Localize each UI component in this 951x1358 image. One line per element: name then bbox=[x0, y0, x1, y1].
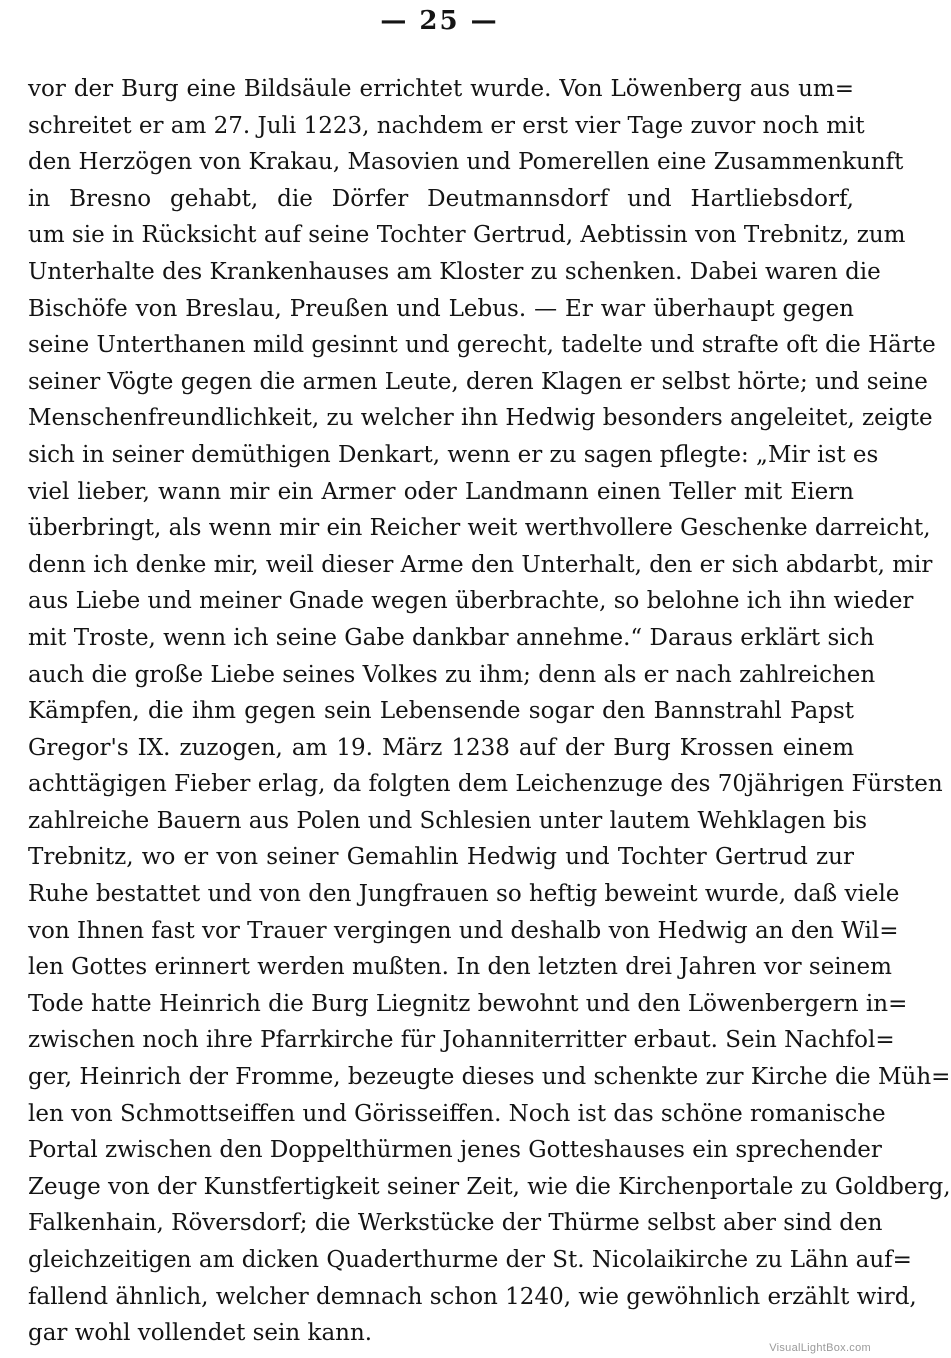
text-line: achttägigen Fieber erlag, da folgten dem Leichenzuge des 70jährigen Fürsten bbox=[28, 771, 943, 798]
text-line: den Herzögen von Krakau, Masovien und Pomerellen eine Zusammenkunft bbox=[28, 149, 904, 176]
text-line: Portal zwischen den Doppelthürmen jenes Gotteshauses ein sprechender bbox=[28, 1137, 882, 1164]
text-line: Zeuge von der Kunstfertigkeit seiner Zeit, wie die Kirchenportale zu Goldberg, bbox=[28, 1173, 951, 1200]
text-line: fallend ähnlich, welcher demnach schon 1240, wie gewöhnlich erzählt wird, bbox=[28, 1283, 917, 1310]
text-line: seine Unterthanen mild gesinnt und gerecht, tadelte und strafte oft die Härte bbox=[28, 332, 936, 359]
text-line: in Bresno gehabt, die Dörfer Deutmannsdorf und Hartliebsdorf, bbox=[28, 185, 854, 212]
text-line: auch die große Liebe seines Volkes zu ihm; denn als er nach zahlreichen bbox=[28, 661, 876, 688]
text-line: Unterhalte des Krankenhauses am Kloster zu schenken. Dabei waren die bbox=[28, 258, 881, 285]
text-line: Kämpfen, die ihm gegen sein Lebensende sogar den Bannstrahl Papst bbox=[28, 698, 854, 725]
text-line-last: gar wohl vollendet sein kann. bbox=[28, 1320, 373, 1347]
text-line: Falkenhain, Röversdorf; die Werkstücke der Thürme selbst aber sind den bbox=[28, 1210, 883, 1237]
text-line: überbringt, als wenn mir ein Reicher weit werthvollere Geschenke darreicht, bbox=[28, 515, 931, 542]
text-line: Tode hatte Heinrich die Burg Liegnitz bewohnt und den Löwenbergern in= bbox=[28, 990, 908, 1017]
text-line: aus Liebe und meiner Gnade wegen überbrachte, so belohne ich ihn wieder bbox=[28, 588, 914, 615]
text-line: vor der Burg eine Bildsäule errichtet wurde. Von Löwenberg aus um= bbox=[28, 76, 854, 102]
page-number-header: — 25 — bbox=[380, 6, 499, 36]
text-line: Menschenfreundlichkeit, zu welcher ihn Hedwig besonders angeleitet, zeigte bbox=[28, 405, 933, 432]
body-text bbox=[28, 71, 951, 1352]
text-line: Gregor's IX. zuzogen, am 19. März 1238 auf der Burg Krossen einem bbox=[28, 734, 854, 761]
watermark: VisualLightBox.com bbox=[769, 1342, 871, 1354]
text-line: seiner Vögte gegen die armen Leute, deren Klagen er selbst hörte; und seine bbox=[28, 368, 928, 395]
text-line: mit Troste, wenn ich seine Gabe dankbar annehme.“ Daraus erklärt sich bbox=[28, 624, 875, 651]
text-line: um sie in Rücksicht auf seine Tochter Gertrud, Aebtissin von Trebnitz, zum bbox=[28, 222, 906, 249]
text-line: zahlreiche Bauern aus Polen und Schlesien unter lautem Wehklagen bis bbox=[28, 807, 868, 834]
text-line: len Gottes erinnert werden mußten. In den letzten drei Jahren vor seinem bbox=[28, 954, 892, 981]
text-line: viel lieber, wann mir ein Armer oder Landmann einen Teller mit Eiern bbox=[28, 478, 854, 505]
text-line: schreitet er am 27. Juli 1223, nachdem er erst vier Tage zuvor noch mit bbox=[28, 112, 865, 139]
text-line: Bischöfe von Breslau, Preußen und Lebus. — Er war überhaupt gegen bbox=[28, 295, 854, 322]
text-line: von Ihnen fast vor Trauer vergingen und deshalb von Hedwig an den Wil= bbox=[28, 917, 899, 944]
text-line: zwischen noch ihre Pfarrkirche für Johanniterritter erbaut. Sein Nachfol= bbox=[28, 1027, 895, 1054]
text-line: gleichzeitigen am dicken Quaderthurme der St. Nicolaikirche zu Lähn auf= bbox=[28, 1247, 912, 1273]
text-line: sich in seiner demüthigen Denkart, wenn er zu sagen pflegte: „Mir ist es bbox=[28, 441, 879, 468]
text-line: len von Schmottseiffen und Görisseiffen. Noch ist das schöne romanische bbox=[28, 1100, 886, 1127]
text-line: Trebnitz, wo er von seiner Gemahlin Hedwig und Tochter Gertrud zur bbox=[28, 844, 854, 871]
text-line: ger, Heinrich der Fromme, bezeugte dieses und schenkte zur Kirche die Müh= bbox=[28, 1064, 951, 1091]
text-line: Ruhe bestattet und von den Jungfrauen so heftig beweint wurde, daß viele bbox=[28, 881, 900, 908]
text-line: denn ich denke mir, weil dieser Arme den Unterhalt, den er sich abdarbt, mir bbox=[28, 551, 933, 578]
